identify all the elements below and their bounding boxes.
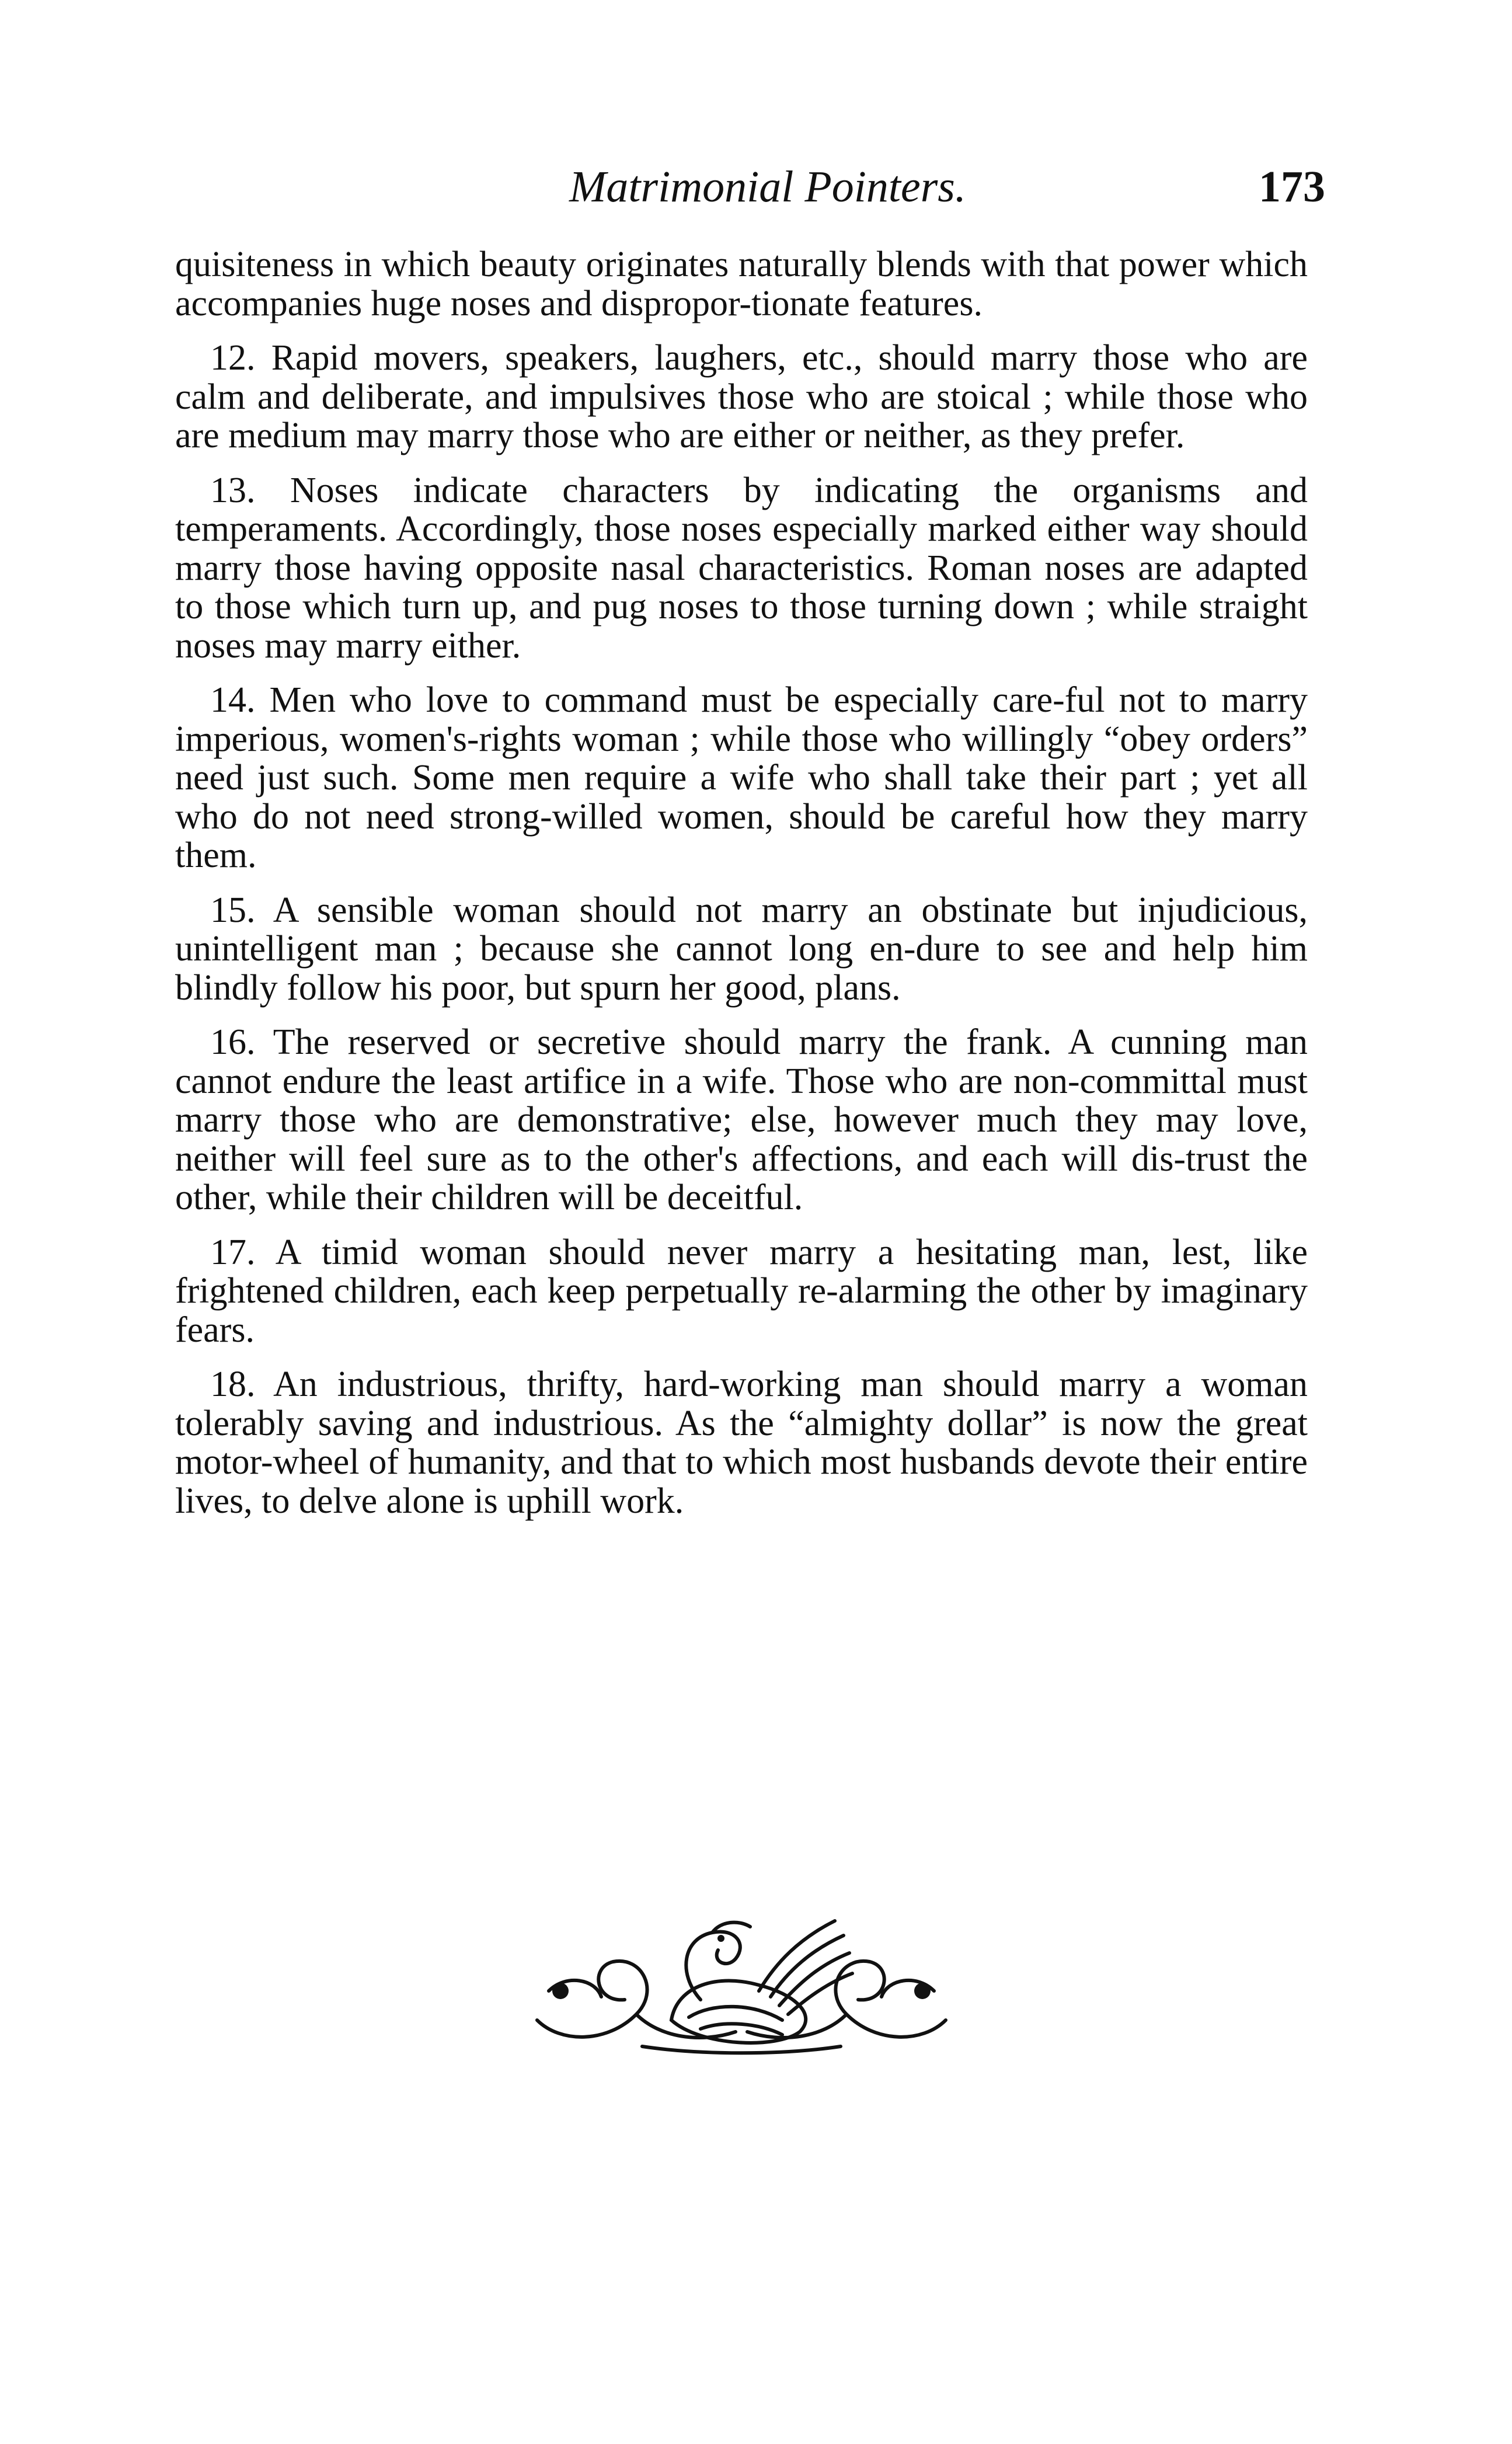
paragraph-12: 12. Rapid movers, speakers, laughers, etc., should marry those who are calm and deliberate, and impulsives those who are stoical ; while those who are medium may marry those who are either or neither, as they prefer.	[175, 338, 1308, 455]
page-header	[175, 155, 1337, 225]
paragraph-13: 13. Noses indicate characters by indicating the organisms and temperaments. Accordingly, those noses especially marked either way should marry those having opposite nasal characteristics. Roman noses are adapted to those which turn up, and pug noses to those turning down ; while straight noses may marry either.	[175, 470, 1308, 666]
paragraph-17: 17. A timid woman should never marry a hesitating man, lest, like frightened children, each keep perpetually re-alarming the other by imaginary fears.	[175, 1232, 1308, 1350]
paragraph-18: 18. An industrious, thrifty, hard-working man should marry a woman tolerably saving and industrious. As the “almighty dollar” is now the great motor-wheel of humanity, and that to which most husbands devote their entire lives, to delve alone is uphill work.	[175, 1364, 1308, 1521]
swan-ornament-icon	[525, 1903, 957, 2055]
paragraph-14: 14. Men who love to command must be especially care-ful not to marry imperious, women's-rights woman ; while those who willingly “obey orders” need just such. Some men require a wife who shall take their part ; yet all who do not need strong-willed women, should be careful how they marry them.	[175, 680, 1308, 875]
running-title: Matrimonial Pointers.	[569, 162, 966, 211]
paragraph-continuation: quisiteness in which beauty originates naturally blends with that power which accompanies huge noses and dispropor-tionate features.	[175, 245, 1308, 323]
paragraph-16: 16. The reserved or secretive should marry the frank. A cunning man cannot endure the least artifice in a wife. Those who are non-committal must marry those who are demonstrative; else, however much they may love, neither will feel sure as to the other's affections, and each will dis-trust the other, while their children will be deceitful.	[175, 1022, 1308, 1217]
page-number: 173	[1259, 162, 1325, 211]
paragraph-15: 15. A sensible woman should not marry an obstinate but injudicious, unintelligent man ; because she cannot long en-dure to see and help him blindly follow his poor, but spurn her good, plans.	[175, 890, 1308, 1008]
body-text	[175, 245, 1308, 1536]
